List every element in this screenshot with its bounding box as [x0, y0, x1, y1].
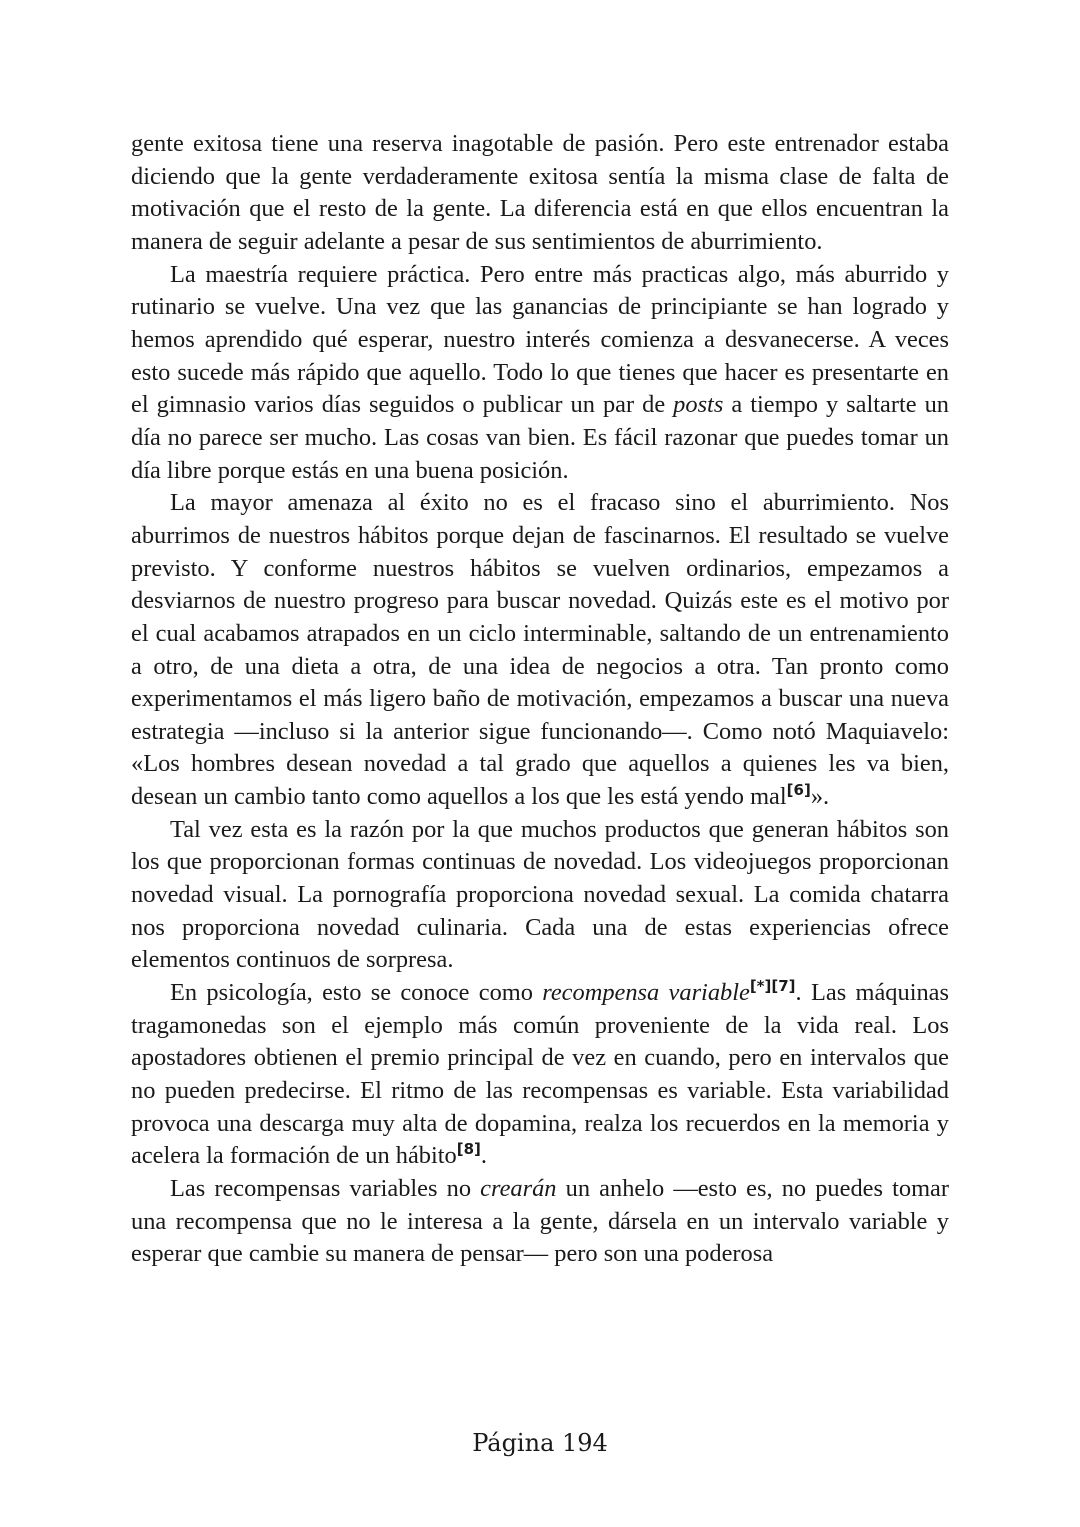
paragraph-text: La maestría requiere práctica. Pero entre más practicas algo, más aburrido y rutinario se vuelve. Una vez que las ganancias de principiante se han logrado y hemos aprendido qué esperar, nuestro interés comienza a desvanecerse. A veces esto sucede más rápido que aquello. Todo lo que tienes que hacer es presentarte en el gimnasio varios días seguidos o publicar un par de — [131, 260, 949, 419]
paragraph-text: . — [480, 1142, 487, 1170]
paragraph-text: gente exitosa tiene una reserva inagotable de pasión. Pero este entrenador estaba diciendo que la gente verdaderamente exitosa sentía la misma clase de falta de motivación que el resto de la gente. La diferencia está en que ellos encuentran la manera de seguir adelante a pesar de sus sentimientos de aburrimiento. — [131, 130, 949, 255]
paragraph-text: . Las máquinas tragamonedas son el ejemplo más común proveniente de la vida real. Los apostadores obtienen el premio principal de vez en cuando, pero en intervalos que no pueden predecirse. El ritmo de las recompensas es variable. Esta variabilidad provoca una descarga muy alta de dopamina, realza los recuerdos en la memoria y acelera la formación de un hábito — [131, 979, 949, 1170]
paragraph-text: ». — [810, 783, 830, 811]
paragraph-6 — [131, 1173, 949, 1271]
paragraph-4 — [131, 814, 949, 977]
paragraph-text: Las recompensas variables no — [170, 1175, 481, 1202]
footnote-link-8[interactable]: [8] — [456, 1140, 481, 1159]
footnote-link-7[interactable]: [7] — [771, 977, 796, 996]
paragraph-text: a tiempo y saltarte un día no parece ser mucho. Las cosas van bien. Es fácil razonar que puedes tomar un día libre porque estás en una buena posición. — [131, 391, 950, 484]
paragraph-2 — [131, 259, 949, 488]
italic-term: posts — [673, 391, 724, 419]
paragraph-5 — [131, 977, 949, 1173]
page-body — [131, 128, 949, 1271]
paragraph-text: La mayor amenaza al éxito no es el fracaso sino el aburrimiento. Nos aburrimos de nuestros hábitos porque dejan de fascinarnos. El resultado se vuelve previsto. Y conforme nuestros hábitos se vuelven ordinarios, empezamos a desviarnos de nuestro progreso para buscar novedad. Quizás este es el motivo por el cual acabamos atrapados en un ciclo interminable, saltando de un entrenamiento a otro, de una dieta a otra, de una idea de negocios a otra. Tan pronto como experimentamos el más ligero baño de motivación, empezamos a buscar una nueva estrategia —incluso si la anterior sigue funcionando—. Como notó Maquiavelo: «Los hombres desean novedad a tal grado que aquellos a quienes les va bien, desean un cambio tanto como aquellos a los que les está yendo mal — [131, 489, 949, 811]
paragraph-text: Tal vez esta es la razón por la que muchos productos que generan hábitos son los que proporcionan formas continuas de novedad. Los videojuegos proporcionan novedad visual. La pornografía proporciona novedad sexual. La comida chatarra nos proporciona novedad culinaria. Cada una de estas experiencias ofrece elementos continuos de sorpresa. — [131, 815, 949, 974]
italic-term: crearán — [480, 1175, 557, 1202]
italic-term: recompensa variable — [542, 979, 750, 1007]
paragraph-3 — [131, 487, 949, 814]
paragraph-text: En psicología, esto se conoce como — [170, 979, 543, 1007]
page-number: Página 194 — [472, 1429, 608, 1457]
paragraph-1 — [131, 128, 949, 259]
footnote-link-asterisk[interactable]: [*] — [749, 977, 772, 996]
footnote-link-6[interactable]: [6] — [786, 781, 811, 800]
paragraph-text: un anhelo —esto es, no puedes tomar una recompensa que no le interesa a la gente, dársela en un intervalo variable y esperar que cambie su manera de pensar— pero son una poderosa — [131, 1175, 949, 1268]
